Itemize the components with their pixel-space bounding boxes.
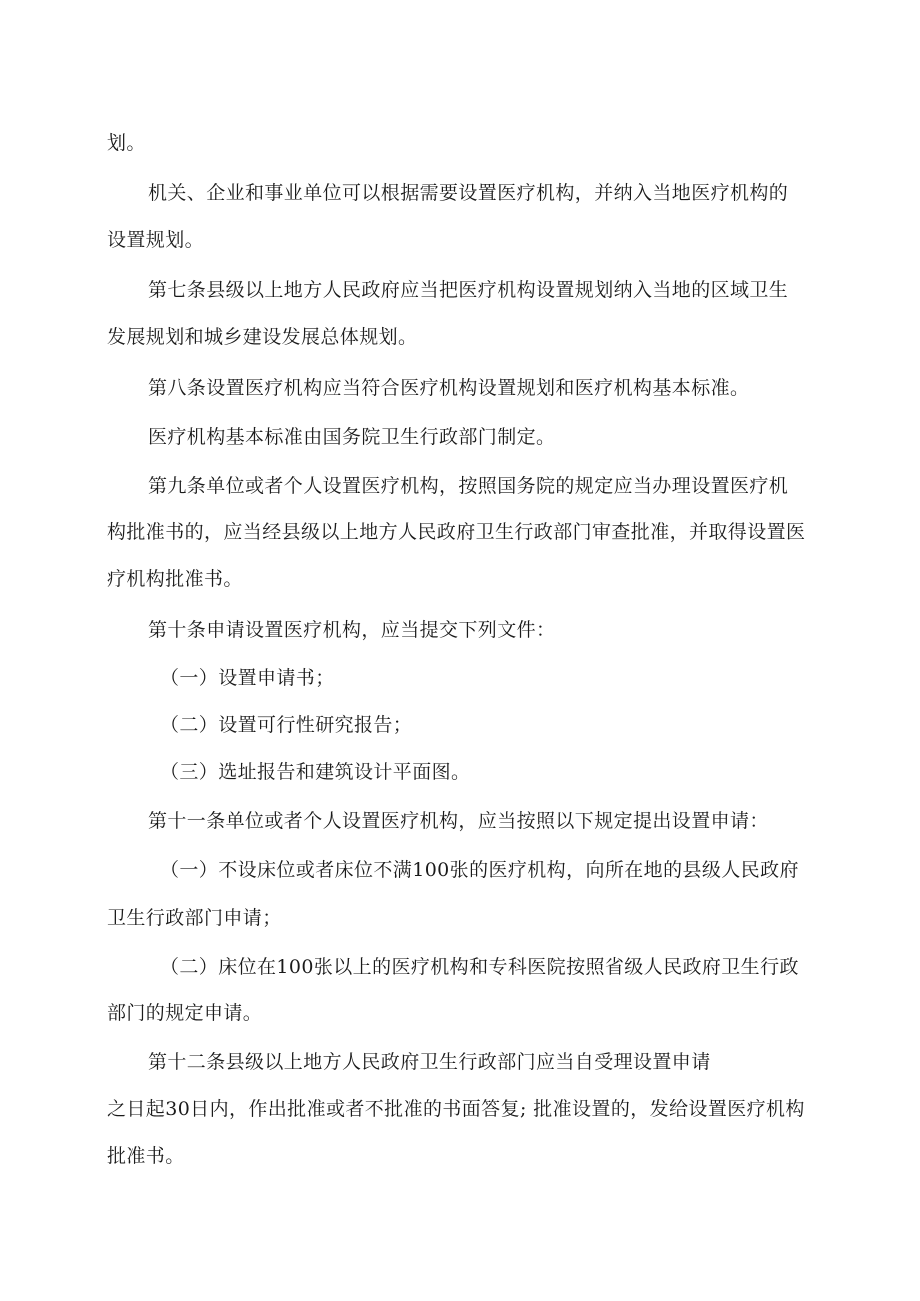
text-line: 设置规划。 [107,229,205,251]
text-line: 批准书。 [107,1145,185,1167]
text-line: 构批准书的，应当经县级以上地方人民政府卫生行政部门审查批准，并取得设置医 [107,521,806,543]
paragraph-first-line: 机关、企业和事业单位可以根据需要设置医疗机构，并纳入当地医疗机构的 [148,182,789,204]
text-line: 卫生行政部门申请； [107,907,282,929]
list-item: （二）床位在100张以上的医疗机构和专科医院按照省级人民政府卫生行政 [160,956,799,978]
text-line: 之日起30日内，作出批准或者不批准的书面答复; 批准设置的，发给设置医疗机构 [107,1098,805,1120]
article-9-first-line: 第九条单位或者个人设置医疗机构，按照国务院的规定应当办理设置医疗机 [148,475,789,497]
list-item: （三）选址报告和建筑设计平面图。 [160,761,471,783]
article-7-first-line: 第七条县级以上地方人民政府应当把医疗机构设置规划纳入当地的区域卫生 [148,279,789,301]
list-item: （一）设置申请书； [160,667,335,689]
article-12-first-line: 第十二条县级以上地方人民政府卫生行政部门应当自受理设置申请 [148,1051,711,1073]
article-10-line: 第十条申请设置医疗机构，应当提交下列文件： [148,619,556,641]
text-line: 部门的规定申请。 [107,1002,263,1024]
list-item: （二）设置可行性研究报告； [160,714,413,736]
text-line: 划。 [107,132,146,154]
article-11-line: 第十一条单位或者个人设置医疗机构，应当按照以下规定提出设置申请： [148,810,769,832]
text-line: 疗机构批准书。 [107,568,243,590]
list-item: （一）不设床位或者床位不满100张的医疗机构，向所在地的县级人民政府 [160,859,799,881]
paragraph-first-line: 医疗机构基本标准由国务院卫生行政部门制定。 [148,426,556,448]
text-line: 发展规划和城乡建设发展总体规划。 [107,326,418,348]
article-8-line: 第八条设置医疗机构应当符合医疗机构设置规划和医疗机构基本标准。 [148,377,750,399]
